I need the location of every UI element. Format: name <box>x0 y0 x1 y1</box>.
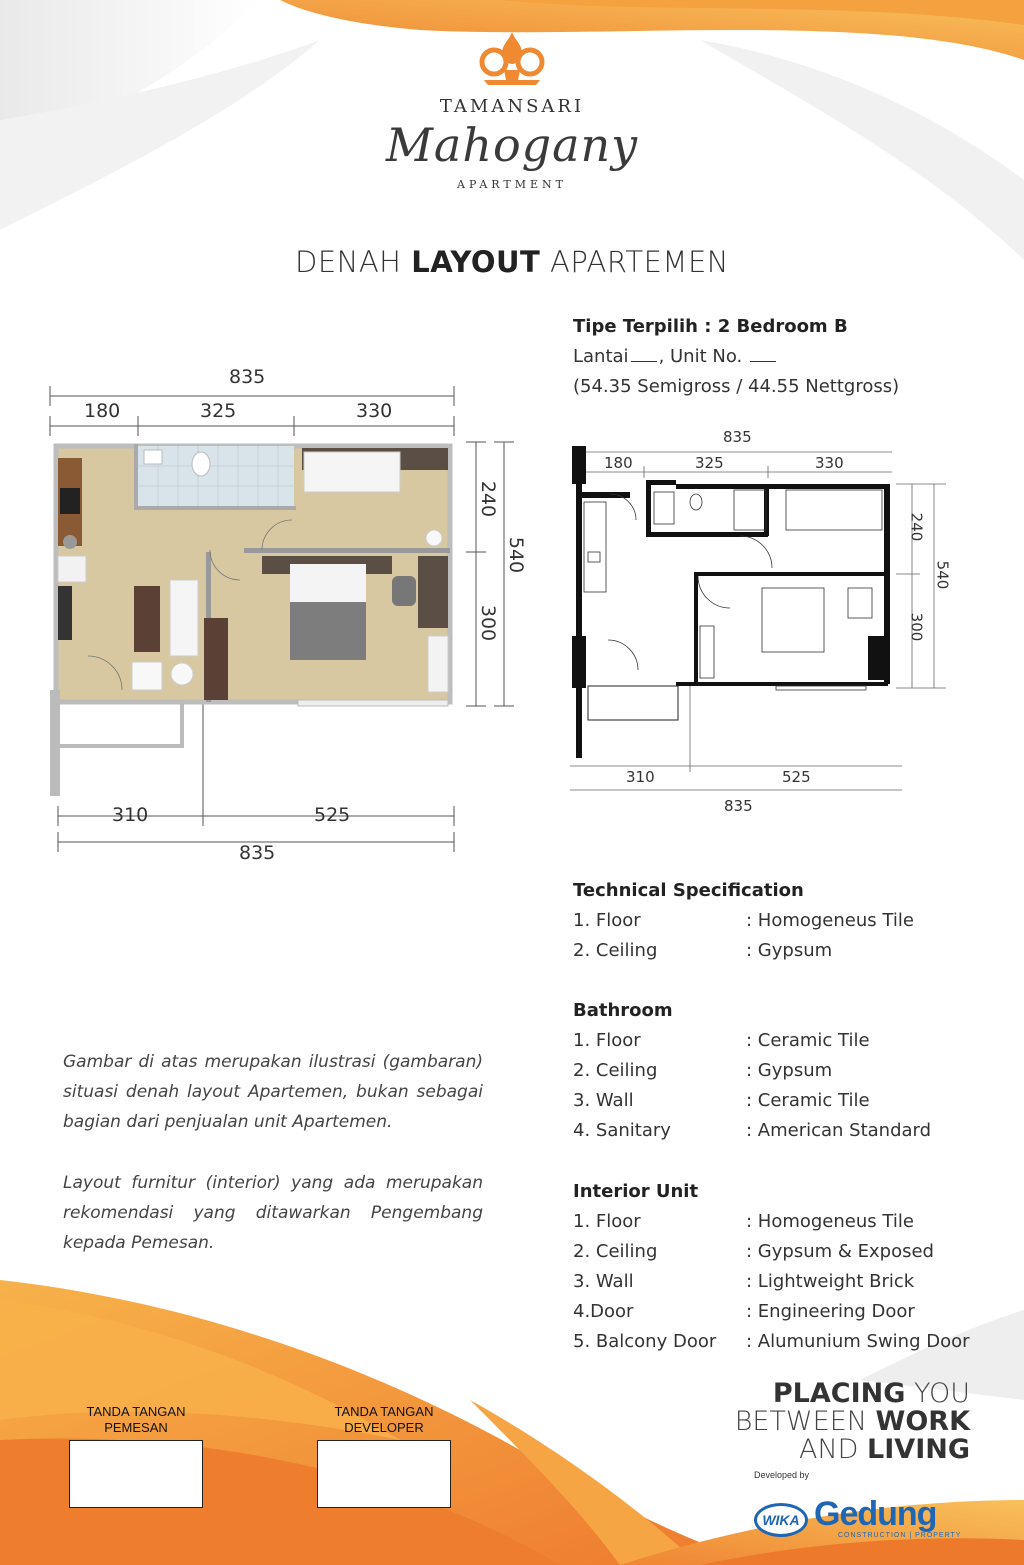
brand-name-script: Mahogany <box>385 118 639 172</box>
floor-prefix: Lantai <box>573 346 629 367</box>
spec-value: : Lightweight Brick <box>746 1271 915 1292</box>
signature-developer-line1: TANDA TANGAN <box>334 1404 434 1419</box>
page-title <box>0 245 1024 279</box>
spec-key: 4.Door <box>573 1301 634 1322</box>
spec-row <box>573 906 993 936</box>
left-dim-top-1: 180 <box>84 400 121 422</box>
spec-key: 3. Wall <box>573 1271 634 1292</box>
signature-buyer-label <box>56 1404 216 1436</box>
gedung-logo: Gedung <box>814 1495 937 1533</box>
spec-bathroom <box>573 996 993 1146</box>
spec-row <box>573 1056 993 1086</box>
wika-logo: WIKA <box>754 1503 808 1537</box>
spec-key: 2. Ceiling <box>573 940 658 961</box>
spec-heading: Interior Unit <box>573 1181 699 1202</box>
signature-buyer-box[interactable] <box>69 1440 203 1508</box>
left-dim-total-top: 835 <box>229 366 266 388</box>
floor-plan-rendered <box>36 360 536 870</box>
signature-buyer-line2: PEMESAN <box>104 1420 168 1435</box>
tagline-placing: PLACING <box>772 1378 906 1409</box>
right-dim-bottom-2: 525 <box>782 768 811 786</box>
right-dim-top-3: 330 <box>815 454 844 472</box>
signature-developer-label <box>304 1404 464 1436</box>
tagline-and: AND <box>798 1434 859 1465</box>
spec-row <box>573 1116 993 1146</box>
brand-name-top: TAMANSARI <box>439 96 585 117</box>
floor-blank <box>631 348 657 362</box>
disclaimer-paragraph-2: Layout furnitur (interior) yang ada merupakan rekomendasi yang ditawarkan Pengembang kepada Pemesan. <box>63 1173 483 1253</box>
spec-key: 1. Floor <box>573 1030 641 1051</box>
left-dim-bottom-1: 310 <box>112 804 149 826</box>
right-dim-total-bottom: 835 <box>724 797 753 815</box>
spec-key: 4. Sanitary <box>573 1120 671 1141</box>
spec-value: : Homogeneus Tile <box>746 910 914 931</box>
brand-name-sub: APARTMENT <box>457 178 567 191</box>
tagline-living: LIVING <box>867 1434 970 1465</box>
spec-row <box>573 1237 993 1267</box>
signature-buyer-line1: TANDA TANGAN <box>86 1404 186 1419</box>
title-bold: LAYOUT <box>411 245 541 279</box>
spec-row <box>573 936 993 966</box>
title-light-2: APARTEMEN <box>550 245 729 279</box>
spec-value: : Gypsum <box>746 940 833 961</box>
spec-value: : Gypsum & Exposed <box>746 1241 934 1262</box>
spec-value: : Ceramic Tile <box>746 1090 870 1111</box>
developed-by-label: Developed by <box>754 1470 810 1480</box>
spec-row <box>573 1327 993 1357</box>
right-dim-top-1: 180 <box>604 454 633 472</box>
floor-plan-line-drawing <box>566 440 960 810</box>
spec-row <box>573 1086 993 1116</box>
spec-value: : American Standard <box>746 1120 932 1141</box>
spec-key: 5. Balcony Door <box>573 1331 717 1352</box>
spec-value: : Ceramic Tile <box>746 1030 870 1051</box>
left-dim-top-2: 325 <box>200 400 237 422</box>
unit-prefix: , Unit No. <box>658 346 743 367</box>
disclaimer-paragraph-1: Gambar di atas merupakan ilustrasi (gambaran) situasi denah layout Apartemen, bukan sebagai bagian dari penjualan unit Apartemen. <box>63 1052 483 1132</box>
left-dim-top-3: 330 <box>356 400 393 422</box>
gedung-logo-sub: CONSTRUCTION | PROPERTY <box>838 1532 962 1539</box>
spec-technical <box>573 876 993 966</box>
spec-heading: Bathroom <box>573 1000 673 1021</box>
spec-row <box>573 1026 993 1056</box>
unit-area: (54.35 Semigross / 44.55 Nettgross) <box>573 376 900 397</box>
tagline-you: YOU <box>913 1378 970 1409</box>
spec-heading: Technical Specification <box>573 880 804 901</box>
tagline-between: BETWEEN <box>734 1406 867 1437</box>
right-dim-right-1: 240 <box>907 512 926 542</box>
tagline-work: WORK <box>875 1406 970 1437</box>
title-light-1: DENAH <box>295 245 402 279</box>
left-dim-right-2: 300 <box>477 604 500 642</box>
spec-row <box>573 1207 993 1237</box>
tagline <box>735 1380 970 1464</box>
spec-interior <box>573 1177 993 1357</box>
tamansari-ornament-logo <box>478 30 546 86</box>
spec-key: 3. Wall <box>573 1090 634 1111</box>
left-dim-bottom-2: 525 <box>314 804 351 826</box>
left-dim-right-1: 240 <box>477 480 500 518</box>
unit-type: Tipe Terpilih : 2 Bedroom B <box>573 316 848 337</box>
spec-row <box>573 1297 993 1327</box>
unit-floor-line <box>573 346 778 367</box>
spec-value: : Gypsum <box>746 1060 833 1081</box>
unit-blank <box>750 348 776 362</box>
right-dim-right-2: 300 <box>907 612 926 642</box>
spec-value: : Homogeneus Tile <box>746 1211 914 1232</box>
right-dim-bottom-1: 310 <box>626 768 655 786</box>
spec-key: 2. Ceiling <box>573 1241 658 1262</box>
spec-value: : Alumunium Swing Door <box>746 1331 970 1352</box>
spec-row <box>573 1267 993 1297</box>
right-dim-top-2: 325 <box>695 454 724 472</box>
spec-key: 2. Ceiling <box>573 1060 658 1081</box>
spec-key: 1. Floor <box>573 1211 641 1232</box>
signature-developer-line2: DEVELOPER <box>344 1420 424 1435</box>
spec-key: 1. Floor <box>573 910 641 931</box>
right-dim-right-total: 540 <box>933 560 952 590</box>
right-dim-total-top: 835 <box>723 428 752 446</box>
spec-value: : Engineering Door <box>746 1301 915 1322</box>
left-dim-total-bottom: 835 <box>239 842 276 864</box>
signature-developer-box[interactable] <box>317 1440 451 1508</box>
left-dim-right-total: 540 <box>505 536 528 574</box>
